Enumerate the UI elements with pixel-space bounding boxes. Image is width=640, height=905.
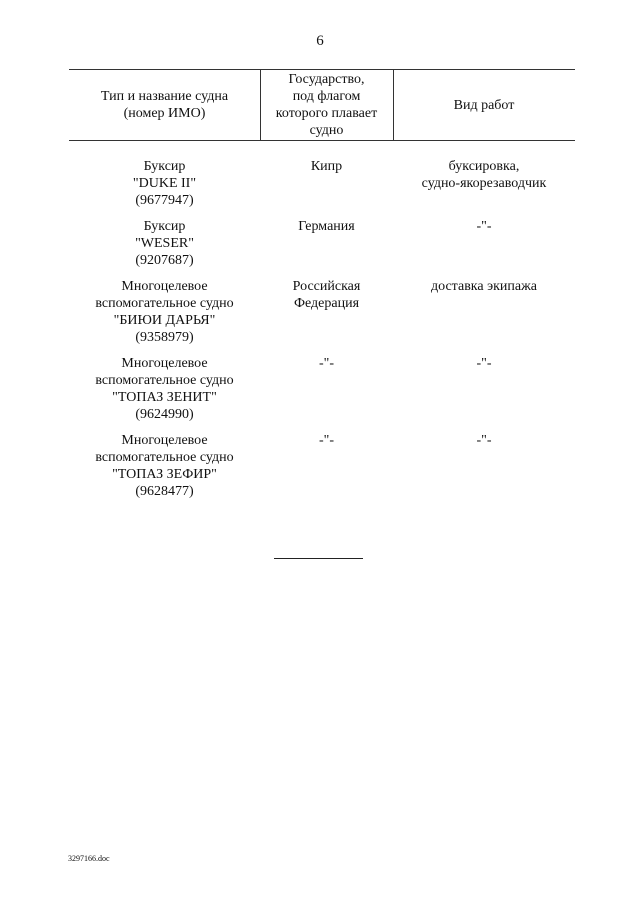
flag-cell: -"- (318, 433, 335, 448)
flag-cell: Российская Федерация (292, 279, 361, 311)
document-code: 3297166.doc (68, 854, 110, 863)
table-row (69, 158, 575, 209)
work-cell: -"- (476, 433, 492, 448)
table-row (69, 355, 575, 423)
table-row (69, 432, 575, 500)
page-number: 6 (316, 33, 324, 49)
column-header-vessel: Тип и название судна (номер ИМО) (100, 89, 229, 121)
vessel-cell: Многоцелевое вспомогательное судно "БИЮИ ДАРЬЯ" (9358979) (95, 279, 234, 345)
column-header-work: Вид работ (453, 97, 515, 113)
table-row (69, 278, 575, 346)
table-header-rule (69, 140, 575, 141)
work-cell: -"- (476, 356, 492, 371)
table-row (69, 218, 575, 269)
flag-cell: Германия (298, 219, 355, 234)
table-body (69, 158, 575, 509)
vessel-cell: Многоцелевое вспомогательное судно "ТОПАЗ ЗЕНИТ" (9624990) (95, 356, 234, 422)
end-of-table-line (274, 558, 363, 559)
vessel-cell: Буксир "WESER" (9207687) (135, 219, 194, 268)
vessel-cell: Многоцелевое вспомогательное судно "ТОПАЗ ЗЕФИР" (9628477) (95, 433, 234, 499)
work-cell: -"- (476, 219, 492, 234)
column-header-flag: Государство, под флагом которого плавает судно (275, 72, 378, 138)
flag-cell: -"- (318, 356, 335, 371)
work-cell: доставка экипажа (431, 279, 537, 294)
flag-cell: Кипр (310, 159, 343, 174)
work-cell: буксировка, судно-якорезаводчик (421, 159, 547, 191)
vessel-cell: Буксир "DUKE II" (9677947) (132, 159, 197, 208)
